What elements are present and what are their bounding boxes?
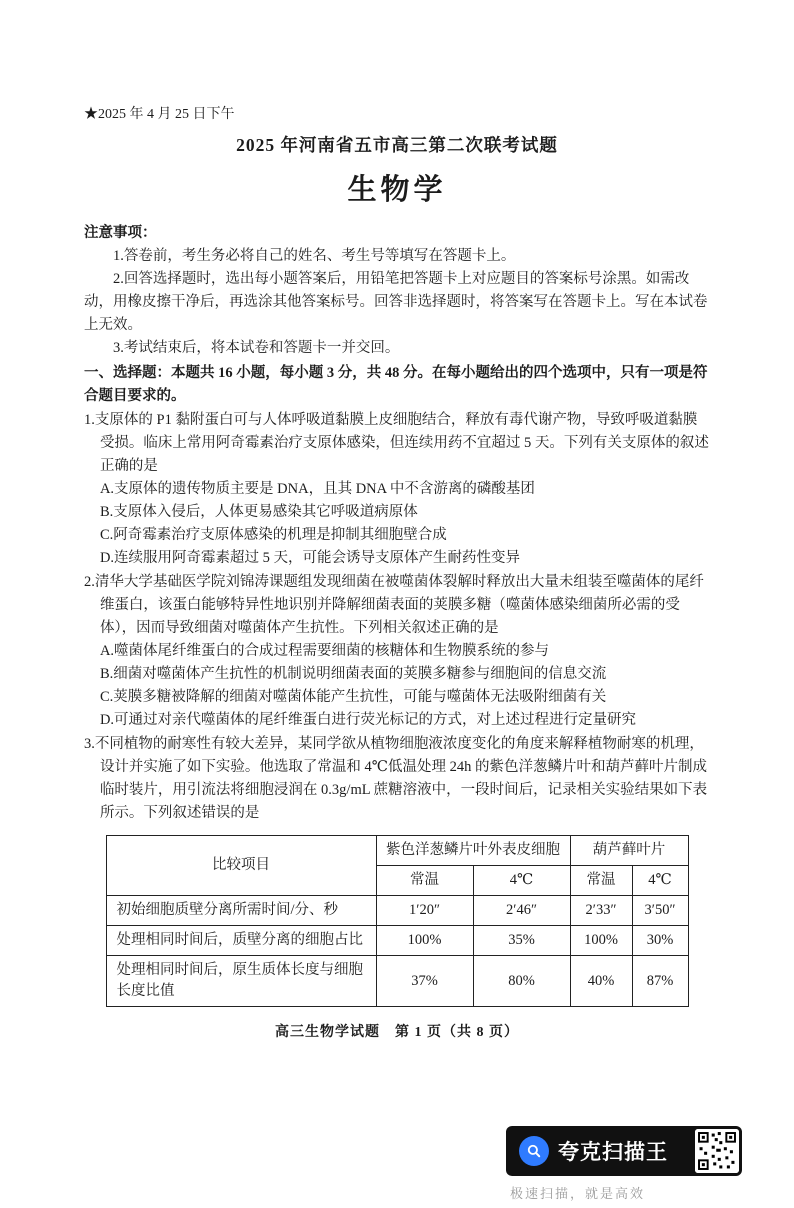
table-cell: 100% bbox=[376, 926, 473, 956]
table-cell: 1′20″ bbox=[376, 896, 473, 926]
question-2-option-d: D.可通过对亲代噬菌体的尾纤维蛋白进行荧光标记的方式，对上述过程进行定量研究 bbox=[99, 712, 637, 728]
table-cell: 2′33″ bbox=[570, 896, 632, 926]
table-cell: 40% bbox=[570, 956, 632, 1007]
table-subheader: 4℃ bbox=[473, 866, 570, 896]
qr-code-icon bbox=[695, 1129, 739, 1173]
question-2-option-c: C.荚膜多糖被降解的细菌对噬菌体能产生抗性，可能与噬菌体无法吸附细菌有关 bbox=[99, 689, 607, 705]
question-2-option-b: B.细菌对噬菌体产生抗性的机制说明细菌表面的荚膜多糖参与细胞间的信息交流 bbox=[99, 666, 607, 682]
experiment-results-table bbox=[106, 835, 689, 1007]
table-row-label: 处理相同时间后，原生质体长度与细胞长度比值 bbox=[106, 956, 376, 1007]
question-1-option-a: A.支原体的遗传物质主要是 DNA，且其 DNA 中不含游离的磷酸基团 bbox=[99, 481, 535, 497]
table-row bbox=[106, 956, 688, 1007]
table-corner-header: 比较项目 bbox=[106, 836, 376, 896]
question-1-option-c: C.阿奇霉素治疗支原体感染的机理是抑制其细胞壁合成 bbox=[99, 527, 447, 543]
question-2-option-a: A.噬菌体尾纤维蛋白的合成过程需要细菌的核糖体和生物膜系统的参与 bbox=[99, 643, 550, 659]
scanner-watermark bbox=[506, 1126, 742, 1202]
table-row-label: 初始细胞质壁分离所需时间/分、秒 bbox=[106, 896, 376, 926]
scanner-tagline: 极速扫描，就是高效 bbox=[510, 1186, 646, 1201]
table-group-header-moss: 葫芦藓叶片 bbox=[570, 836, 688, 866]
notice-item-3: 3.考试结束后，将本试卷和答题卡一并交回。 bbox=[113, 340, 400, 356]
question-1-stem: 1.支原体的 P1 黏附蛋白可与人体呼吸道黏膜上皮细胞结合，释放有毒代谢产物，导致呼吸道黏膜受损。临床上常用阿奇霉素治疗支原体感染，但连续用药不宜超过 5 天。下列有关支原体的叙述正确的是 bbox=[84, 412, 709, 474]
table-cell: 3′50″ bbox=[632, 896, 688, 926]
question-1-option-d: D.连续服用阿奇霉素超过 5 天，可能会诱导支原体产生耐药性变异 bbox=[99, 550, 521, 566]
exam-title: 2025 年河南省五市高三第二次联考试题 bbox=[236, 135, 558, 155]
scanner-badge-bar bbox=[506, 1126, 742, 1176]
scanner-brand-name: 夸克扫描王 bbox=[558, 1141, 668, 1164]
table-cell: 2′46″ bbox=[473, 896, 570, 926]
page-footer: 高三生物学试题 第 1 页（共 8 页） bbox=[275, 1025, 519, 1040]
question-3-stem: 3.不同植物的耐寒性有较大差异，某同学欲从植物细胞液浓度变化的角度来解释植物耐寒的机理，设计并实施了如下实验。他选取了常温和 4℃低温处理 24h 的紫色洋葱鳞片叶和葫芦藓叶片制成临时装片，用引流法将细胞浸润在 0.3g/mL 蔗糖溶液中，一段时间后，记录相关实验结果如下表所示。下列叙述错误的是 bbox=[84, 736, 708, 821]
table-cell: 87% bbox=[632, 956, 688, 1007]
table-row-label: 处理相同时间后，质壁分离的细胞占比 bbox=[106, 926, 376, 956]
notice-item-1: 1.答卷前，考生务必将自己的姓名、考生号等填写在答题卡上。 bbox=[113, 248, 516, 264]
table-group-header-onion: 紫色洋葱鳞片叶外表皮细胞 bbox=[376, 836, 570, 866]
question-1-option-b: B.支原体入侵后，人体更易感染其它呼吸道病原体 bbox=[99, 504, 418, 520]
table-row bbox=[106, 896, 688, 926]
notice-heading: 注意事项： bbox=[84, 225, 157, 241]
table-cell: 80% bbox=[473, 956, 570, 1007]
table-cell: 100% bbox=[570, 926, 632, 956]
table-subheader: 常温 bbox=[376, 866, 473, 896]
question-2 bbox=[84, 571, 710, 732]
table-row bbox=[106, 926, 688, 956]
table-cell: 30% bbox=[632, 926, 688, 956]
question-2-stem: 2.清华大学基础医学院刘锦涛课题组发现细菌在被噬菌体裂解时释放出大量未组装至噬菌体的尾纤维蛋白，该蛋白能够特异性地识别并降解细菌表面的荚膜多糖（噬菌体感染细菌所必需的受体），因而导致细菌对噬菌体产生抗性。下列相关叙述正确的是 bbox=[84, 574, 704, 636]
notice-item-2: 2.回答选择题时，选出每小题答案后，用铅笔把答题卡上对应题目的答案标号涂黑。如需改动，用橡皮擦干净后，再选涂其他答案标号。回答非选择题时，将答案写在答题卡上。写在本试卷上无效。 bbox=[84, 271, 708, 333]
table-header-row-1 bbox=[106, 836, 688, 866]
table-subheader: 4℃ bbox=[632, 866, 688, 896]
section-heading: 一、选择题：本题共 16 小题，每小题 3 分，共 48 分。在每小题给出的四个选项中，只有一项是符合题目要求的。 bbox=[84, 365, 708, 404]
question-1 bbox=[84, 409, 710, 570]
table-cell: 37% bbox=[376, 956, 473, 1007]
exam-date-line: ★2025 年 4 月 25 日下午 bbox=[84, 107, 235, 122]
exam-subject: 生物学 bbox=[347, 174, 447, 206]
magnifier-logo-icon bbox=[519, 1136, 549, 1166]
notice-section bbox=[84, 222, 710, 360]
table-subheader: 常温 bbox=[570, 866, 632, 896]
table-cell: 35% bbox=[473, 926, 570, 956]
question-3 bbox=[84, 733, 710, 825]
